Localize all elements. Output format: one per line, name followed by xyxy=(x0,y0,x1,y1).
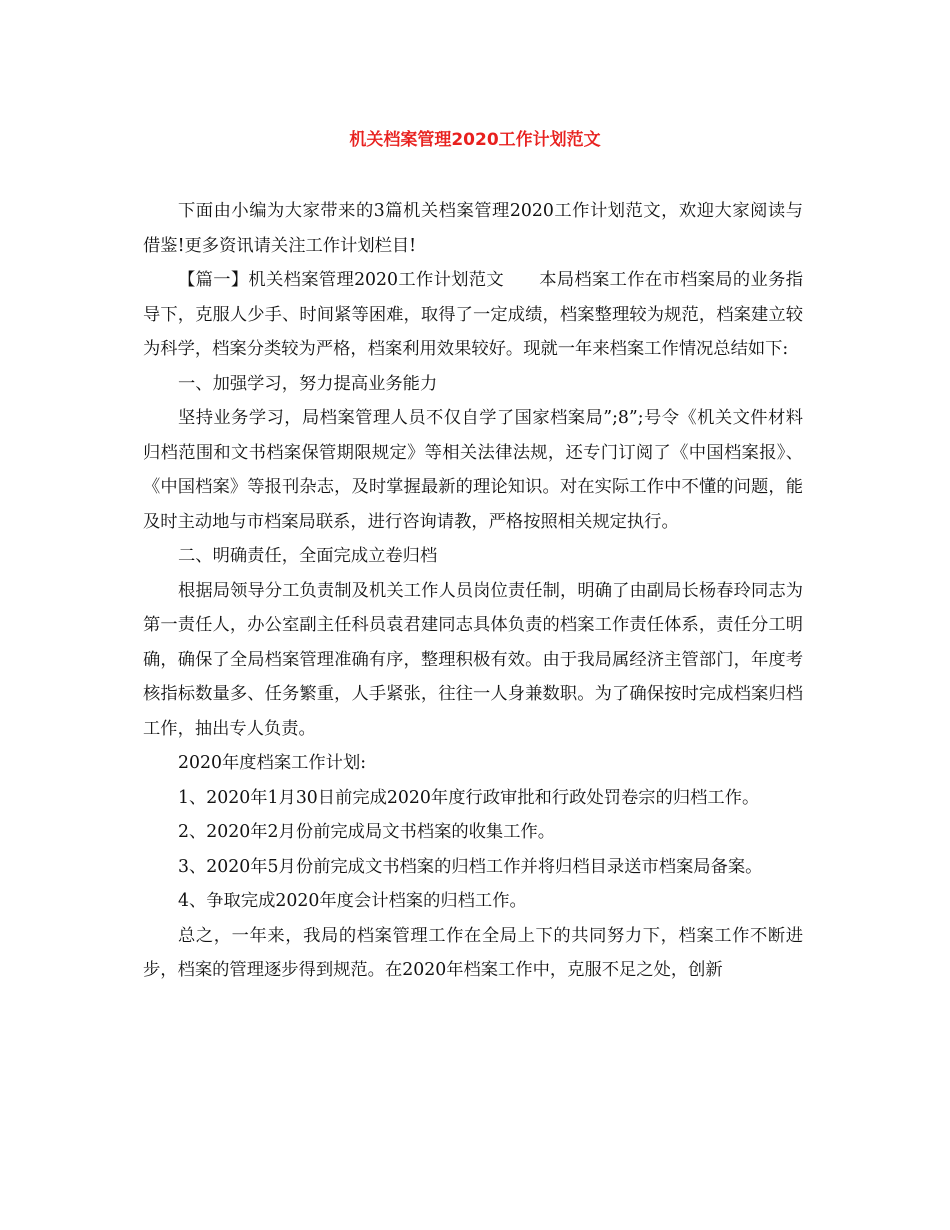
document-title: 机关档案管理2020工作计划范文 xyxy=(349,130,601,150)
paragraph-summary: 总之，一年来，我局的档案管理工作在全局上下的共同努力下，档案工作不断进步，档案的管理逐步得到规范。在2020年档案工作中，克服不足之处，创新 xyxy=(143,925,803,980)
plan-heading: 2020年度档案工作计划: xyxy=(178,753,367,773)
paragraph-study: 坚持业务学习，局档案管理人员不仅自学了国家档案局”;8”;号令《机关文件材料归档范围和文书档案保管期限规定》等相关法律法规，还专门订阅了《中国档案报》、《中国档案》等报刊杂志，及时掌握最新的理论知识。对在实际工作中不懂的问题，能及时主动地与市档案局联系，进行咨询请教，严格按照相关规定执行。 xyxy=(143,408,803,532)
paragraph-intro: 下面由小编为大家带来的3篇机关档案管理2020工作计划范文，欢迎大家阅读与借鉴!更多资讯请关注工作计划栏目! xyxy=(143,201,803,256)
plan-item-1: 1、2020年1月30日前完成2020年度行政审批和行政处罚卷宗的归档工作。 xyxy=(178,787,760,808)
section-heading-two: 二、明确责任，全面完成立卷归档 xyxy=(178,546,438,566)
section-heading-one: 一、加强学习，努力提高业务能力 xyxy=(178,373,438,394)
plan-item-4: 4、争取完成2020年度会计档案的归档工作。 xyxy=(178,891,527,911)
document-body xyxy=(143,194,803,988)
plan-item-3: 3、2020年5月份前完成文书档案的归档工作并将归档目录送市档案局备案。 xyxy=(178,856,763,877)
paragraph-part-one: 【篇一】机关档案管理2020工作计划范文 本局档案工作在市档案局的业务指导下，克服人少手、时间紧等困难，取得了一定成绩，档案整理较为规范，档案建立较为科学，档案分类较为严格，档案利用效果较好。现就一年来档案工作情况总结如下: xyxy=(143,270,803,359)
plan-item-2: 2、2020年2月份前完成局文书档案的收集工作。 xyxy=(178,822,556,842)
paragraph-responsibility: 根据局领导分工负责制及机关工作人员岗位责任制，明确了由副局长杨春玲同志为第一责任人，办公室副主任科员袁君建同志具体负责的档案工作责任体系，责任分工明确，确保了全局档案管理准确有序，整理积极有效。由于我局属经济主管部门，年度考核指标数量多、任务繁重，人手紧张，往往一人身兼数职。为了确保按时完成档案归档工作，抽出专人负责。 xyxy=(143,580,803,739)
